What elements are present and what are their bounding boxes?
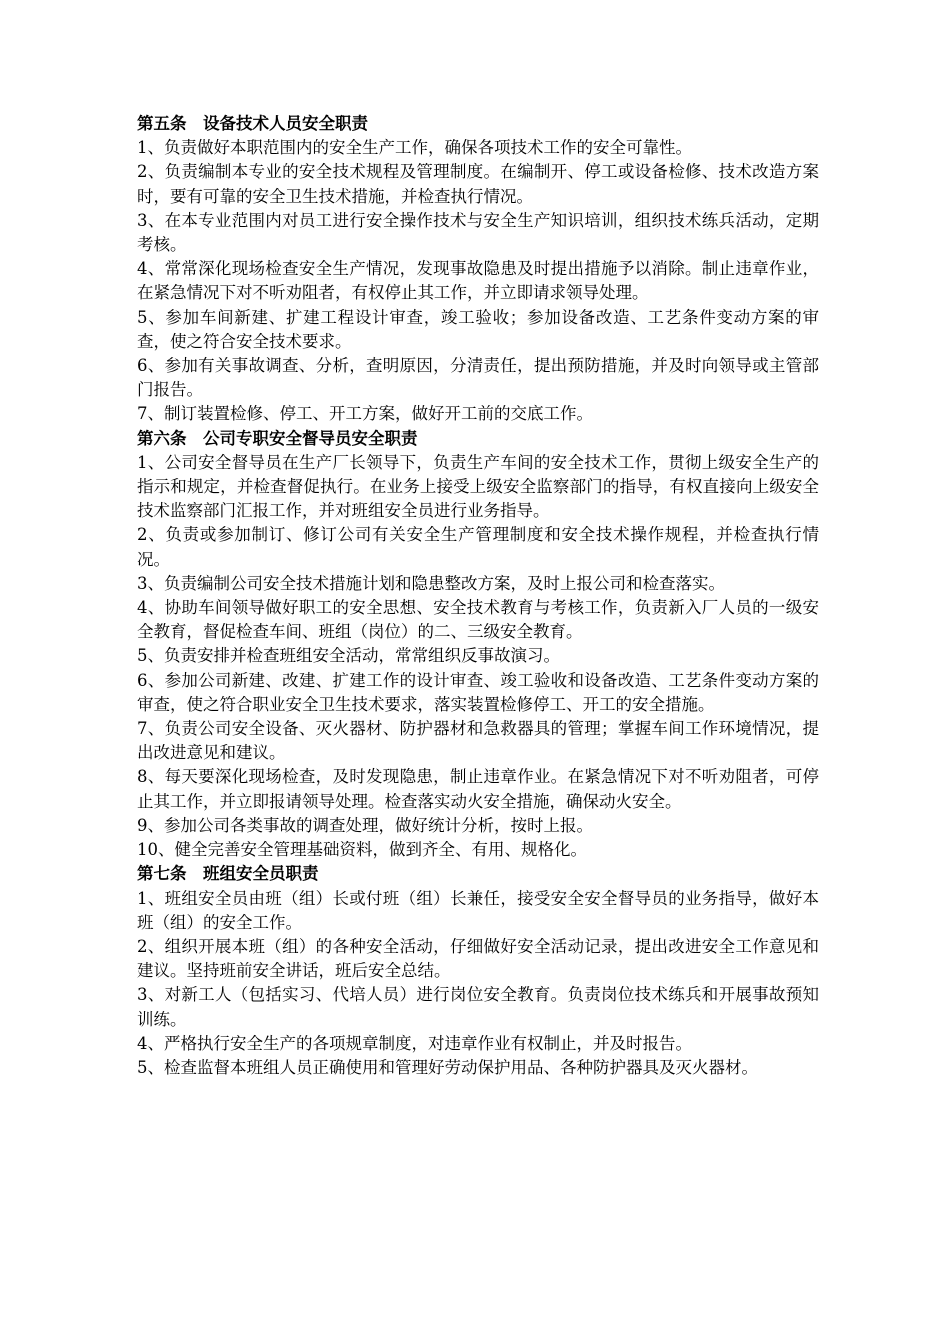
duty-item: 2、负责编制本专业的安全技术规程及管理制度。在编制开、停工或设备检修、技术改造方案时，要有可靠的安全卫生技术措施，并检查执行情况。 [137,162,819,206]
duty-item: 5、负责安排并检查班组安全活动，常常组织反事故演习。 [137,646,560,666]
duty-item: 2、负责或参加制订、修订公司有关安全生产管理制度和安全技术操作规程，并检查执行情况。 [137,525,819,569]
section-6 [137,427,819,863]
section-title: 第六条 公司专职安全督导员安全职责 [137,428,418,448]
duty-item: 7、负责公司安全设备、灭火器材、防护器材和急救器具的管理；掌握车间工作环境情况，提出改进意见和建议。 [137,719,819,763]
duty-item: 6、参加有关事故调查、分析，查明原因，分清责任，提出预防措施，并及时向领导或主管部门报告。 [137,356,819,400]
duty-item: 3、对新工人（包括实习、代培人员）进行岗位安全教育。负责岗位技术练兵和开展事故预知训练。 [137,985,819,1029]
duty-item: 9、参加公司各类事故的调查处理，做好统计分析，按时上报。 [137,815,593,835]
duty-item: 1、负责做好本职范围内的安全生产工作，确保各项技术工作的安全可靠性。 [137,138,692,158]
duty-item: 6、参加公司新建、改建、扩建工作的设计审查、竣工验收和设备改造、工艺条件变动方案的审查，使之符合职业安全卫生技术要求，落实装置检修停工、开工的安全措施。 [137,670,819,714]
section-5 [137,112,819,427]
duty-item: 4、严格执行安全生产的各项规章制度，对违章作业有权制止，并及时报告。 [137,1033,692,1053]
duty-item: 10、健全完善安全管理基础资料，做到齐全、有用、规格化。 [137,840,587,860]
duty-item: 2、组织开展本班（组）的各种安全活动，仔细做好安全活动记录，提出改进安全工作意见和建议。坚持班前安全讲话，班后安全总结。 [137,936,819,981]
duty-item: 5、检查监督本班组人员正确使用和管理好劳动保护用品、各种防护器具及灭火器材。 [137,1057,758,1077]
section-7 [137,862,819,1080]
duty-item: 3、负责编制公司安全技术措施计划和隐患整改方案，及时上报公司和检查落实。 [137,573,725,593]
section-title: 第七条 班组安全员职责 [137,864,319,884]
duty-item: 1、班组安全员由班（组）长或付班（组）长兼任，接受安全安全督导员的业务指导，做好本班（组）的安全工作。 [137,888,819,932]
duty-item: 4、协助车间领导做好职工的安全思想、安全技术教育与考核工作，负责新入厂人员的一级安全教育，督促检查车间、班组（岗位）的二、三级安全教育。 [137,598,819,642]
duty-item: 1、公司安全督导员在生产厂长领导下，负责生产车间的安全技术工作，贯彻上级安全生产的指示和规定，并检查督促执行。在业务上接受上级安全监察部门的指导，有权直接向上级安全技术监察部门汇报工作，并对班组安全员进行业务指导。 [137,452,819,521]
section-title: 第五条 设备技术人员安全职责 [137,114,368,133]
duty-item: 3、在本专业范围内对员工进行安全操作技术与安全生产知识培训，组织技术练兵活动，定期考核。 [137,210,819,255]
document-page [137,112,819,1080]
duty-item: 4、常常深化现场检查安全生产情况，发现事故隐患及时提出措施予以消除。制止违章作业，在紧急情况下对不听劝阻者，有权停止其工作，并立即请求领导处理。 [137,259,819,303]
duty-item: 5、参加车间新建、扩建工程设计审查，竣工验收；参加设备改造、工艺条件变动方案的审查，使之符合安全技术要求。 [137,307,819,351]
duty-item: 8、每天要深化现场检查，及时发现隐患，制止违章作业。在紧急情况下对不听劝阻者，可停止其工作，并立即报请领导处理。检查落实动火安全措施，确保动火安全。 [137,767,819,811]
duty-item: 7、制订装置检修、停工、开工方案，做好开工前的交底工作。 [137,404,593,424]
